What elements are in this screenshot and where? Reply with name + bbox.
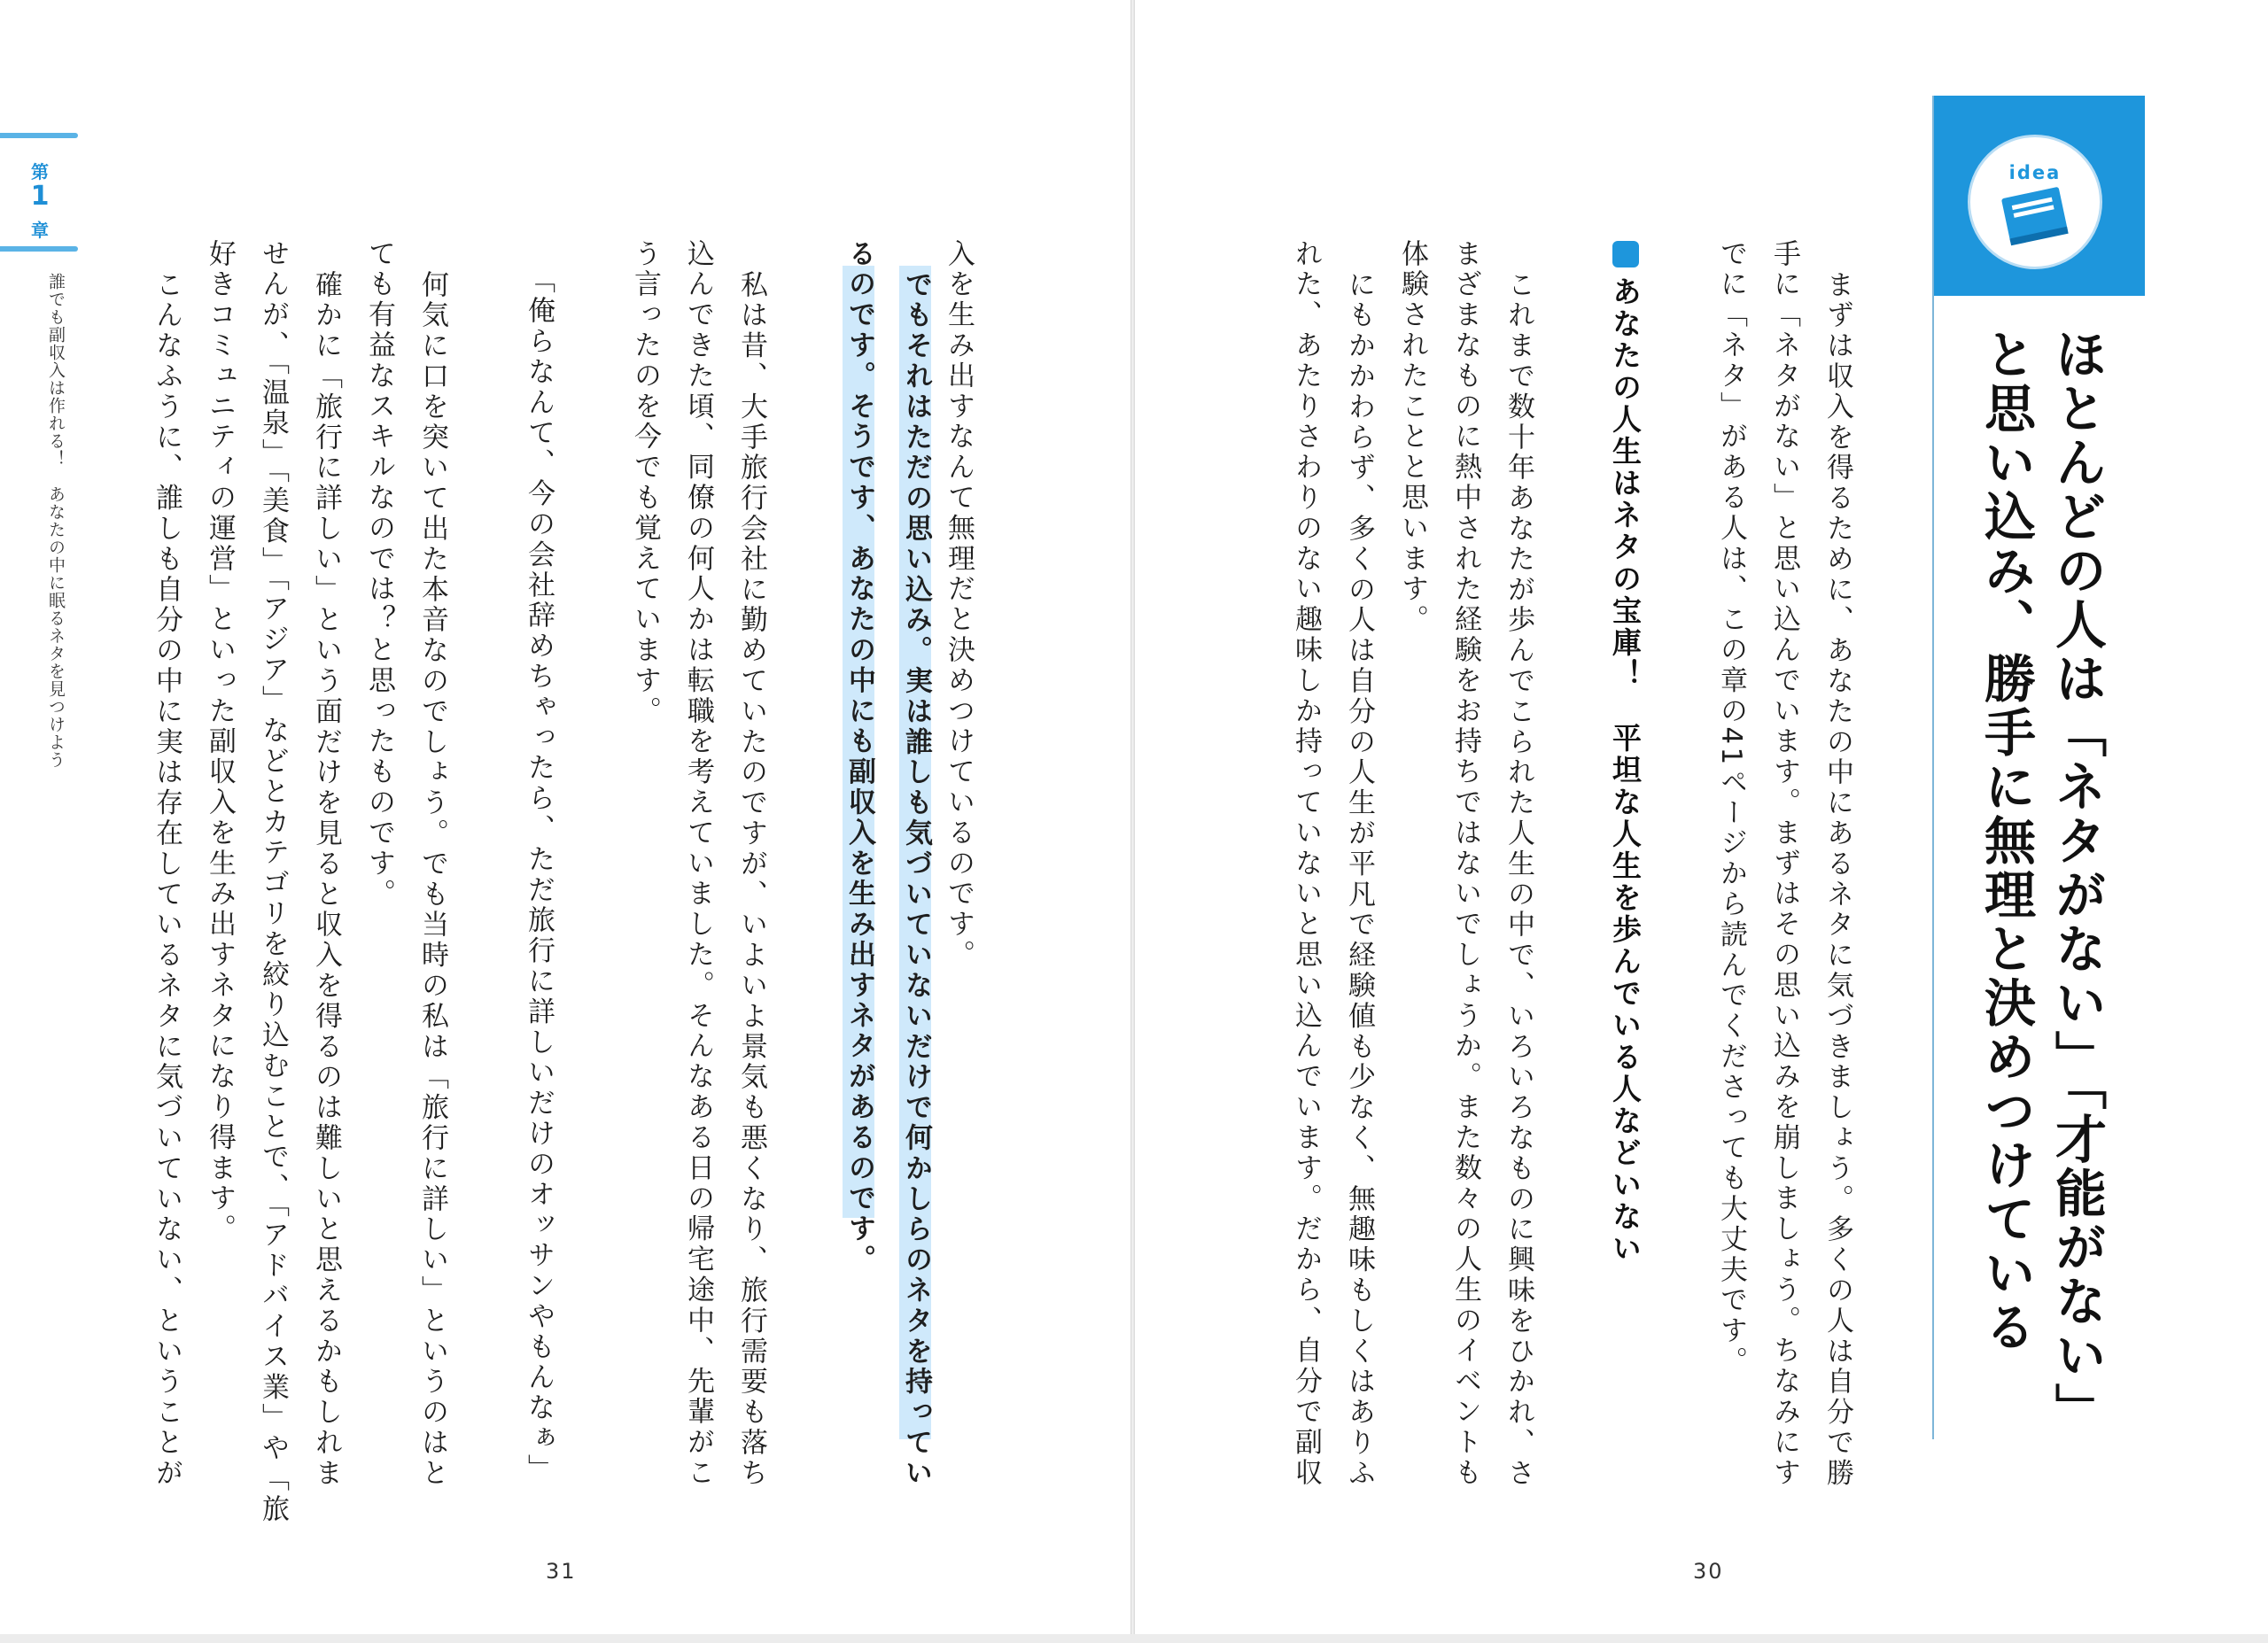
left-line-9: ても有益なスキルなのでは？と思ったものです。 (363, 239, 395, 910)
right-page (1135, 0, 2268, 1634)
left-line-7: 「俺らなんて、今の会社辞めちゃったら、ただ旅行に詳しいだけのオッサンやもんなぁ」 (523, 266, 555, 1484)
idea-title-box (1932, 96, 2145, 1439)
page-number-left: 31 (546, 1559, 577, 1584)
section-heading: あなたの人生はネタの宝庫！ 平坦な人生を歩んでいる人などいない (1608, 276, 1643, 1265)
left-line-13: こんなふうに、誰しも自分の中に実は存在しているネタに気づいていない、ということが (151, 270, 183, 1489)
idea-badge (1968, 135, 2102, 269)
intro-line-1: まずは収入を得るために、あなたの中にあるネタに気づきましょう。多くの人は自分で勝 (1821, 270, 1853, 1489)
section-marker-icon (1612, 241, 1639, 267)
left-line-5: 込んできた頃、同僚の何人かは転職を考えていました。そんなある日の帰宅途中、先輩がこ (682, 239, 714, 1489)
left-line-6: う言ったのを今でも覚えています。 (629, 239, 661, 727)
chapter-tab-label-bottom: 章 (31, 220, 49, 241)
idea-header (1934, 96, 2145, 296)
left-page (0, 0, 1130, 1634)
chapter-tab-label-top: 第 (31, 161, 49, 182)
left-line-1: 入を生み出すなんて無理だと決めつけているのです。 (943, 239, 975, 971)
idea-title-line-1: ほとんどの人は「ネタがない」「才能がない」 (2047, 328, 2107, 1437)
section-line-4: にもかかわらず、多くの人は自分の人生が平凡で経験値も少なく、無趣味もしくはありふ (1343, 270, 1375, 1489)
intro-line-2: 手に「ネタがない」と思い込んでいます。まずはその思い込みを崩しましょう。ちなみにす (1768, 239, 1800, 1489)
left-line-10: 確かに「旅行に詳しい」という面だけを見ると収入を得るのは難しいと思えるかもしれま (310, 270, 342, 1489)
left-line-11: せんが、「温泉」「美食」「アジア」などとカテゴリを絞り込むことで、「アドバイス業」や「旅 (257, 239, 289, 1525)
idea-title-line-2: と思い込み、勝手に無理と決めつけている (1976, 328, 2036, 1354)
running-head: 誰でも副収入は作れる！ あなたの中に眠るネタを見つけよう (46, 273, 66, 769)
left-line-4: 私は昔、大手旅行会社に勤めていたのですが、いよいよ景気も悪くなり、旅行需要も落ち (735, 270, 767, 1489)
left-line-8: 何気に口を突いて出た本音なのでしょう。でも当時の私は「旅行に詳しい」というのはと (416, 270, 448, 1489)
intro-line-3: でに「ネタ」がある人は、この章の41ページから読んでくださっても大丈夫です。 (1715, 239, 1747, 1377)
section-line-3: 体験されたことと思います。 (1396, 239, 1428, 636)
left-line-12: 好きコミュニティの運営」といった副収入を生み出すネタになり得ます。 (204, 239, 236, 1245)
chapter-tab[interactable] (0, 133, 80, 257)
book-icon (1970, 137, 2100, 267)
left-line-2: でもそれはただの思い込み。実は誰しも気づいていないだけで何かしらのネタを持ってい (900, 270, 932, 1489)
idea-label: idea (2008, 162, 2062, 183)
page-number-right: 30 (1693, 1559, 1724, 1584)
section-line-5: れた、あたりさわりのない趣味しか持っていないと思い込んでいます。だから、自分で副収 (1290, 239, 1322, 1489)
chapter-tab-number: 1 (30, 181, 50, 212)
left-line-3: るのです。そうです、あなたの中にも副収入を生み出すネタがあるのです。 (843, 239, 875, 1275)
section-line-1: これまで数十年あなたが歩んでこられた人生の中で、いろいろなものに興味をひかれ、さ (1503, 270, 1534, 1489)
chapter-tab-bottom-bar (0, 246, 78, 252)
section-line-2: まざまなものに熱中された経験をお持ちではないでしょうか。また数々の人生のイベントも (1449, 239, 1481, 1489)
chapter-tab-top-bar (0, 133, 78, 138)
